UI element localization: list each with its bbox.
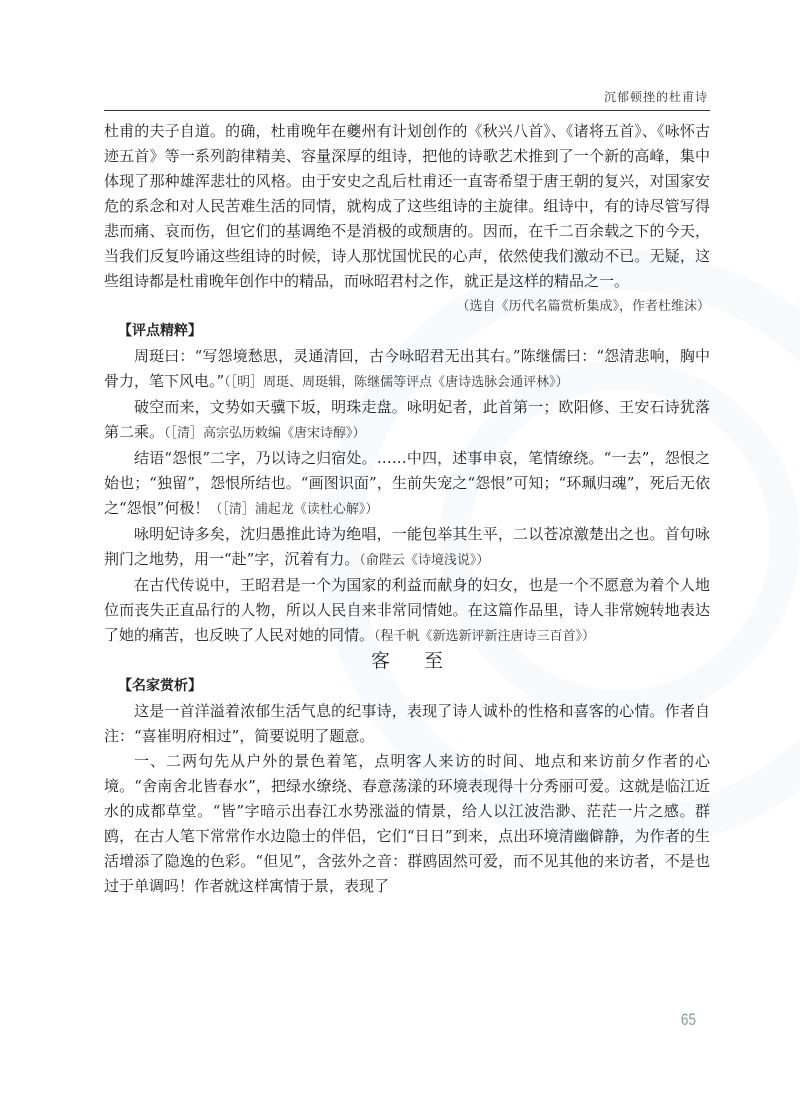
commentary-text: 破空而来，文势如天骥下坂，明珠走盘。咏明妃者，此首第一；欧阳修、王安石诗犹落第二乘。 [104,398,710,441]
section-heading-commentary: 【评点精粹】 [118,323,202,339]
appreciation-paragraph: 一、二两句先从户外的景色着笔，点明客人来访的时间、地点和来访前夕作者的心境。“舍南舍北皆春水”，把绿水缭绕、春意荡漾的环境表现得十分秀丽可爱。这就是临江近水的成都草堂。“皆”字暗示出春江水势涨溢的情景，给人以江波浩渺、茫茫一片之感。群鸥，在古人笔下常常作水边隐士的伴侣，它们“日日”到来，点出环境清幽僻静，为作者的生活增添了隐逸的色彩。“但见”，含弦外之音：群鸥固然可爱，而不见其他的来访者，不是也过于单调吗！作者就这样寓情于景，表现了 [104,752,710,895]
page-body [104,119,710,899]
commentary-citation: （［清］浦起龙《读杜心解》） [209,502,379,517]
commentary-text: 咏明妃诗多矣，沈归愚推此诗为绝唱，一能包举其生平，二以苍凉激楚出之也。首句咏荆门之地势，用一“赴”字，沉着有力。 [104,525,710,568]
commentary-text: 在古代传说中，王昭君是一个为国家的利益而献身的妇女，也是一个不愿意为着个人地位而丧失正直品行的人物，所以人民自来非常同情她。在这篇作品里，诗人非常婉转地表达了她的痛苦，也反映了人民对她的同情。 [104,576,710,644]
paragraph-continuation: 杜甫的夫子自道。的确，杜甫晚年在夔州有计划创作的《秋兴八首》、《诸将五首》、《咏怀古迹五首》等一系列韵律精美、容量深厚的组诗，把他的诗歌艺术推到了一个新的高峰，集中体现了那种雄浑悲壮的风格。由于安史之乱后杜甫还一直寄希望于唐王朝的复兴，对国家安危的系念和对人民苦难生活的同情，就构成了这些组诗的主旋律。组诗中，有的诗尽管写得悲而痛、哀而伤，但它们的基调绝不是消极的或颓唐的。因而，在千二百余载之下的今天，当我们反复吟诵这些组诗的时候，诗人那忧国忧民的心声，依然使我们激动不已。无疑，这些组诗都是杜甫晚年创作中的精品，而咏昭君村之作，就正是这样的精品之一。 [104,122,710,290]
running-header-title: 沉郁顿挫的杜甫诗 [603,90,708,104]
commentary-text: 结语“怨恨”二字，乃以诗之归宿处。……中四，述事申哀，笔情缭绕。“一去”，怨恨之始也；“独留”，怨恨所结也。“画图识面”，生前失宠之“怨恨”可知；“环珮归魂”，死后无依之“怨恨”何极！ [104,449,710,517]
commentary-item [104,522,710,573]
appreciation-paragraph: 这是一首洋溢着浓郁生活气息的纪事诗，表现了诗人诚朴的性格和喜客的心情。作者自注：“喜崔明府相过”，简要说明了题意。 [104,702,710,745]
commentary-text: 周珽曰：“写怨境愁思，灵通清回，古今咏昭君无出其右。”陈继儒曰：“怨清悲响，胸中骨力，笔下风电。” [104,347,710,390]
commentary-citation: （程千帆《新选新评新注唐诗三百首》） [374,629,596,644]
commentary-item [104,395,710,446]
source-citation: （选自《历代名篇赏析集成》，作者杜维沫） [456,299,710,314]
commentary-item [104,344,710,395]
commentary-citation: （［清］高宗弘历敕编《唐宋诗醇》） [164,426,366,441]
commentary-item [104,573,710,649]
page-number: 65 [680,1010,697,1029]
poem-title: 客至 [370,650,477,672]
header-rule [104,110,710,111]
section-heading-appreciation: 【名家赏析】 [118,678,202,694]
commentary-item [104,446,710,522]
commentary-citation: （［明］周珽、周珽辑，陈继儒等评点《唐诗选脉会通评林》） [224,375,569,390]
commentary-citation: （俞陛云《诗境浅说》） [359,553,490,568]
